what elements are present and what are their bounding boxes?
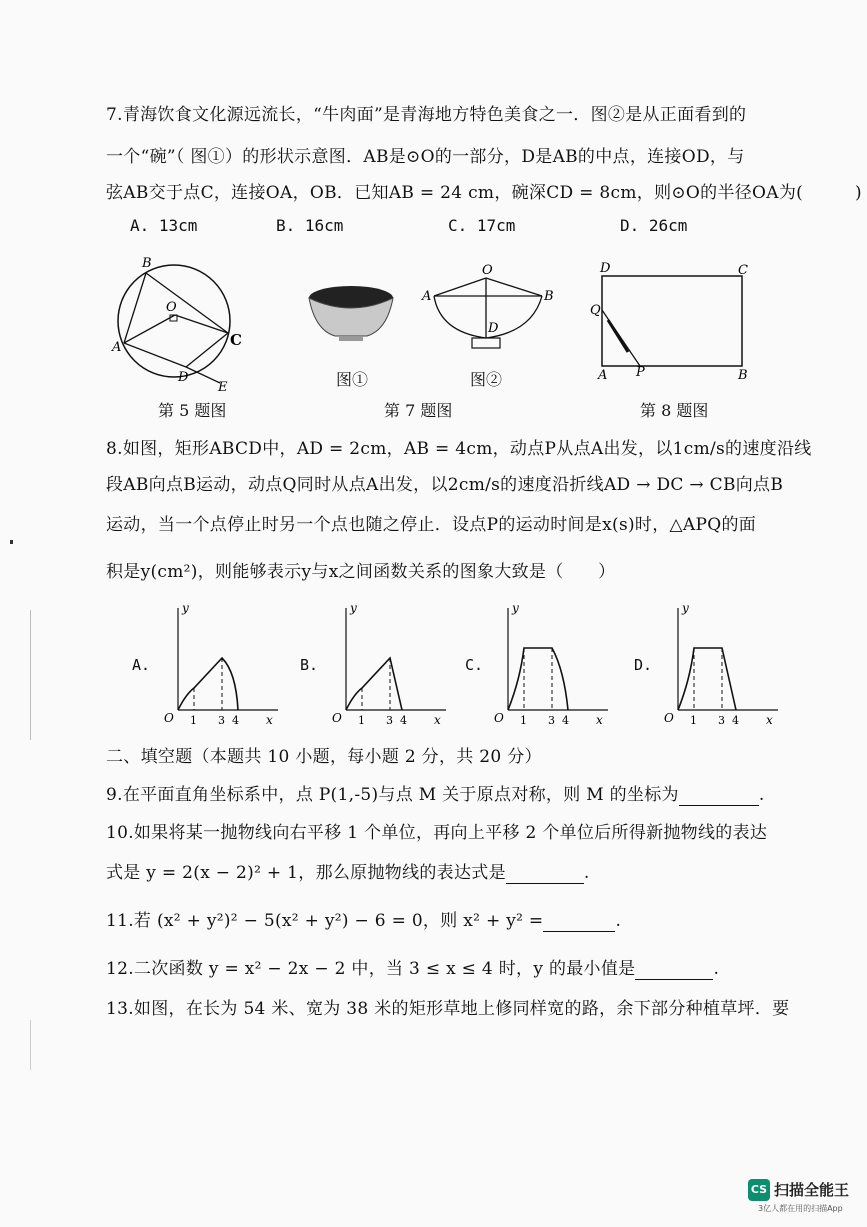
q7-option-b: B. 16cm xyxy=(276,216,344,235)
q10-period: . xyxy=(583,863,590,883)
axis-x-label: x xyxy=(266,713,273,725)
axis-x-label: x xyxy=(766,713,773,725)
axis-tick-4: 4 xyxy=(232,714,239,725)
fig5-label-c: C xyxy=(230,331,242,349)
graph-option-d xyxy=(660,600,790,725)
fig5-label-o: O xyxy=(166,300,177,315)
q7-line-2: 一个“碗”（ 图①）的形状示意图．AB是⊙O的一部分，D是AB的中点，连接OD，与 xyxy=(106,147,745,167)
axis-y-label: y xyxy=(350,601,357,615)
q12-answer-blank xyxy=(635,959,713,980)
q8-line-4: 积是y(cm²)，则能够表示y与x之间函数关系的图象大致是（ ） xyxy=(106,562,616,582)
camscanner-tagline: 3亿人都在用的扫描App xyxy=(758,1204,843,1213)
fig5-label-e: E xyxy=(218,380,228,395)
graph-option-d-label: D. xyxy=(634,656,653,674)
axis-origin: O xyxy=(332,711,342,725)
axis-tick-1: 1 xyxy=(690,714,697,725)
q7-line-1: 7.青海饮食文化源远流长，“牛肉面”是青海地方特色美食之一．图②是从正面看到的 xyxy=(106,105,747,125)
q7-line-3: 弦AB交于点C，连接OA，OB．已知AB = 24 cm，碗深CD = 8cm，则⊙O的半径OA为( ) xyxy=(106,183,862,203)
axis-tick-1: 1 xyxy=(520,714,527,725)
figure-8-rectangle-diagram xyxy=(588,262,758,382)
fig7-label-a: A xyxy=(422,289,432,304)
fig7-label-o: O xyxy=(482,263,493,278)
axis-tick-3: 3 xyxy=(718,714,725,725)
q9 xyxy=(106,780,765,806)
fig5-label-d: D xyxy=(178,370,189,385)
graph-option-b-label: B. xyxy=(300,656,319,674)
axis-x-label: x xyxy=(596,713,603,725)
fig8-caption: 第 8 题图 xyxy=(640,401,709,420)
q7-option-d: D. 26cm xyxy=(620,216,688,235)
fig7-caption: 第 7 题图 xyxy=(384,401,453,420)
q9-answer-blank xyxy=(679,785,759,806)
axis-tick-3: 3 xyxy=(218,714,225,725)
camscanner-watermark xyxy=(748,1177,858,1217)
q11-answer-blank xyxy=(543,911,615,932)
figure-5-circle-diagram xyxy=(108,255,248,395)
fig8-label-d: D xyxy=(600,262,611,276)
section-2-heading: 二、填空题（本题共 10 小题，每小题 2 分，共 20 分） xyxy=(106,747,542,767)
q11 xyxy=(106,906,621,932)
axis-origin: O xyxy=(664,711,674,725)
graph-option-c xyxy=(490,600,620,725)
q8-line-1: 8.如图，矩形ABCD中，AD = 2cm，AB = 4cm，动点P从点A出发，以1cm/s的速度沿线 xyxy=(106,439,812,459)
q13-line-1: 13.如图，在长为 54 米、宽为 38 米的矩形草地上修同样宽的路，余下部分种植草坪．要 xyxy=(106,999,790,1019)
fig8-label-a: A xyxy=(598,368,608,382)
axis-y-label: y xyxy=(512,601,519,615)
fig8-label-p: P xyxy=(636,365,645,380)
axis-tick-4: 4 xyxy=(562,714,569,725)
q11-period: . xyxy=(615,911,622,931)
axis-tick-4: 4 xyxy=(732,714,739,725)
axis-tick-3: 3 xyxy=(548,714,555,725)
axis-y-label: y xyxy=(182,601,189,615)
fig5-label-a: A xyxy=(112,340,122,355)
fig7-sub-caption-2: 图② xyxy=(470,370,503,389)
scan-edge-line xyxy=(30,610,31,740)
figure-7-bowl-diagram xyxy=(420,262,560,352)
graph-option-c-label: C. xyxy=(465,656,484,674)
q9-text: 9.在平面直角坐标系中，点 P(1,-5)与点 M 关于原点对称，则 M 的坐标为 xyxy=(106,785,679,805)
fig8-label-q: Q xyxy=(590,303,601,318)
graph-option-a-label: A. xyxy=(132,656,151,674)
fig8-label-c: C xyxy=(738,263,748,278)
fig5-caption: 第 5 题图 xyxy=(158,401,227,420)
axis-tick-3: 3 xyxy=(386,714,393,725)
graph-option-a xyxy=(160,600,290,725)
q12 xyxy=(106,954,719,980)
fig7-sub-caption-1: 图① xyxy=(336,370,369,389)
q10-line-2 xyxy=(106,858,590,884)
axis-tick-1: 1 xyxy=(190,714,197,725)
graph-option-b xyxy=(328,600,458,725)
axis-y-label: y xyxy=(682,601,689,615)
fig8-label-b: B xyxy=(738,368,748,382)
q10-answer-blank xyxy=(506,863,584,884)
scan-mark xyxy=(10,540,13,544)
q11-text: 11.若 (x² + y²)² − 5(x² + y²) − 6 = 0，则 x² + y² = xyxy=(106,911,544,931)
bowl-image xyxy=(305,282,397,344)
fig5-label-b: B xyxy=(142,256,152,271)
axis-origin: O xyxy=(164,711,174,725)
q7-option-c: C. 17cm xyxy=(448,216,516,235)
fig7-label-b: B xyxy=(544,289,554,304)
fig7-label-d: D xyxy=(488,321,499,336)
axis-tick-4: 4 xyxy=(400,714,407,725)
axis-origin: O xyxy=(494,711,504,725)
camscanner-name: 扫描全能王 xyxy=(774,1181,850,1199)
q9-period: . xyxy=(758,785,765,805)
q7-option-a: A. 13cm xyxy=(130,216,198,235)
q12-period: . xyxy=(713,959,720,979)
scan-edge-line-lower xyxy=(30,1020,31,1070)
axis-tick-1: 1 xyxy=(358,714,365,725)
q8-line-3: 运动，当一个点停止时另一个点也随之停止．设点P的运动时间是x(s)时，△APQ的面 xyxy=(106,515,757,535)
q12-text: 12.二次函数 y = x² − 2x − 2 中，当 3 ≤ x ≤ 4 时，y 的最小值是 xyxy=(106,959,636,979)
q8-line-2: 段AB向点B运动，动点Q同时从点A出发，以2cm/s的速度沿折线AD → DC → CB向点B xyxy=(106,475,784,495)
axis-x-label: x xyxy=(434,713,441,725)
camscanner-logo-icon: CS xyxy=(748,1179,770,1201)
q10-text: 式是 y = 2(x − 2)² + 1，那么原抛物线的表达式是 xyxy=(106,863,506,883)
q10-line-1: 10.如果将某一抛物线向右平移 1 个单位，再向上平移 2 个单位后所得新抛物线的表达 xyxy=(106,823,768,843)
